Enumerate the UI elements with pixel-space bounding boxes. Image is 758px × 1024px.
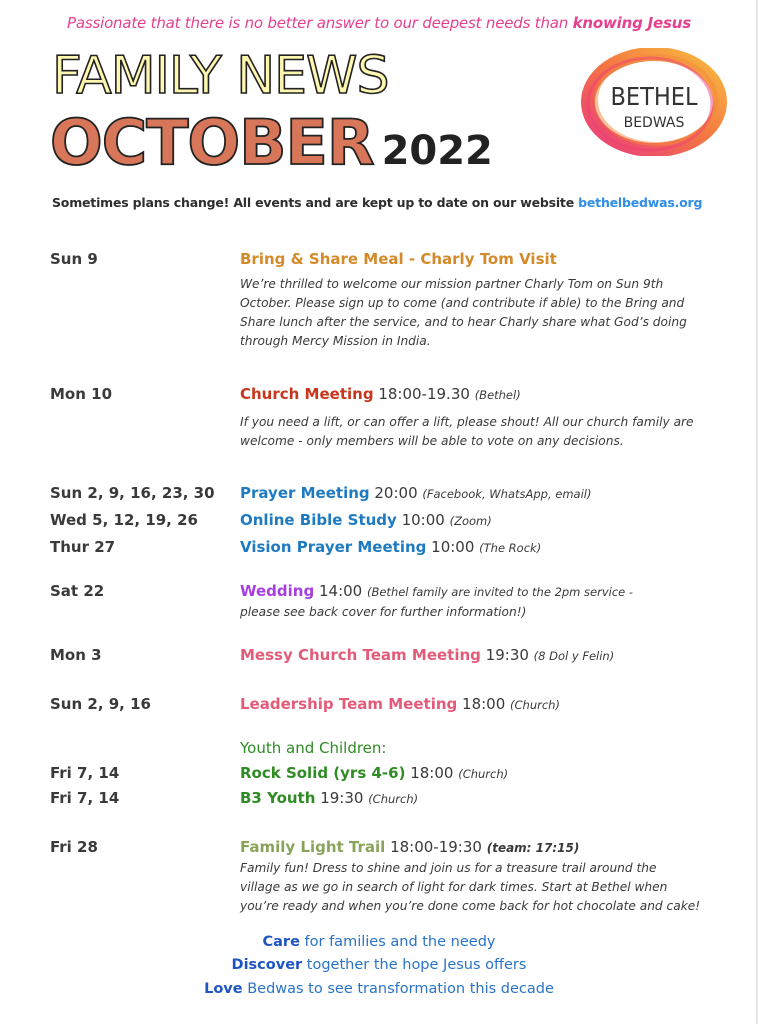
event-date: Sun 2, 9, 16 bbox=[50, 695, 151, 713]
event-date: Mon 10 bbox=[50, 385, 113, 403]
event-church-meeting bbox=[240, 385, 521, 403]
logo-text-bedwas: BEDWAS bbox=[623, 115, 685, 131]
event-note-continued bbox=[240, 603, 720, 622]
event-location: (Church) bbox=[368, 792, 419, 806]
footer-love bbox=[0, 981, 758, 997]
event-light-trail bbox=[240, 838, 579, 856]
event-team-time: (team: 17:15) bbox=[486, 841, 580, 855]
footer-text: together the hope Jesus offers bbox=[302, 957, 527, 973]
event-date: Fri 28 bbox=[50, 838, 98, 856]
event-location: (8 Dol y Felin) bbox=[533, 649, 615, 663]
event-leadership bbox=[240, 695, 560, 713]
event-name: B3 Youth bbox=[240, 789, 316, 807]
footer-discover bbox=[0, 957, 758, 973]
event-name: Bring & Share Meal - Charly Tom Visit bbox=[240, 250, 557, 268]
event-name: Online Bible Study bbox=[240, 511, 397, 529]
event-time: 19:30 bbox=[480, 646, 534, 664]
event-date: Fri 7, 14 bbox=[50, 764, 120, 782]
event-bible-study bbox=[240, 511, 492, 529]
event-time: 20:00 bbox=[369, 484, 423, 502]
website-link[interactable]: bethelbedwas.org bbox=[578, 195, 703, 210]
event-name: Church Meeting bbox=[240, 385, 374, 403]
desc-line: please see back cover for further information!) bbox=[240, 605, 527, 619]
event-name: Prayer Meeting bbox=[240, 484, 370, 502]
event-location: (Facebook, WhatsApp, email) bbox=[422, 487, 592, 501]
footer-care bbox=[0, 934, 758, 950]
event-time: 10:00 bbox=[426, 538, 480, 556]
desc-line: Family fun! Dress to shine and join us for a treasure trail around the bbox=[240, 861, 657, 875]
event-share-meal bbox=[240, 250, 557, 268]
event-date: Sat 22 bbox=[50, 582, 105, 600]
logo-text-bethel: BETHEL bbox=[610, 82, 698, 111]
desc-line: through Mercy Mission in India. bbox=[240, 334, 431, 348]
event-location: (Church) bbox=[510, 698, 560, 712]
footer-keyword: Love bbox=[204, 981, 243, 997]
event-name: Vision Prayer Meeting bbox=[240, 538, 427, 556]
event-time: 18:00 bbox=[405, 764, 459, 782]
desc-line: We’re thrilled to welcome our mission partner Charly Tom on Sun 9th bbox=[240, 277, 664, 291]
event-location: (Zoom) bbox=[449, 514, 492, 528]
event-date: Sun 9 bbox=[50, 250, 98, 268]
event-description bbox=[240, 859, 720, 916]
title-year: 2022 bbox=[381, 128, 493, 174]
event-b3-youth bbox=[240, 789, 418, 807]
desc-line: If you need a lift, or can offer a lift, please shout! All our church family are bbox=[240, 415, 694, 429]
desc-line: you’re ready and when you’re done come back for hot chocolate and cake! bbox=[240, 899, 701, 913]
footer-keyword: Discover bbox=[231, 957, 303, 973]
event-time: 18:00 bbox=[457, 695, 511, 713]
desc-line: welcome - only members will be able to vote on any decisions. bbox=[240, 434, 624, 448]
event-time: 14:00 bbox=[314, 582, 367, 600]
event-wedding bbox=[240, 582, 633, 600]
tagline bbox=[0, 14, 758, 32]
event-date: Wed 5, 12, 19, 26 bbox=[50, 511, 198, 529]
event-date: Sun 2, 9, 16, 23, 30 bbox=[50, 484, 215, 502]
footer-text: for families and the needy bbox=[299, 934, 496, 950]
event-time: 18:00-19:30 bbox=[385, 838, 487, 856]
event-name: Wedding bbox=[240, 582, 315, 600]
desc-line: Share lunch after the service, and to hear Charly share what God’s doing bbox=[240, 315, 687, 329]
event-vision-prayer bbox=[240, 538, 541, 556]
event-prayer-meeting bbox=[240, 484, 591, 502]
desc-line: October. Please sign up to come (and contribute if able) to the Bring and bbox=[240, 296, 685, 310]
event-note: (Bethel family are invited to the 2pm service - bbox=[366, 585, 634, 599]
event-time: 10:00 bbox=[396, 511, 450, 529]
footer-text: Bedwas to see transformation this decade bbox=[242, 981, 554, 997]
event-messy-church bbox=[240, 646, 614, 664]
event-date: Mon 3 bbox=[50, 646, 102, 664]
website-notice bbox=[52, 195, 702, 210]
event-description bbox=[240, 275, 720, 351]
event-description bbox=[240, 413, 720, 451]
footer-keyword: Care bbox=[262, 934, 300, 950]
event-rock-solid bbox=[240, 764, 508, 782]
event-time: 18:00-19.30 bbox=[373, 385, 475, 403]
event-name: Rock Solid (yrs 4-6) bbox=[240, 764, 406, 782]
newsletter-date-heading bbox=[50, 106, 493, 179]
desc-line: village as we go in search of light for dark times. Start at Bethel when bbox=[240, 880, 668, 894]
youth-heading bbox=[240, 739, 386, 757]
event-date: Thur 27 bbox=[50, 538, 116, 556]
tagline-emphasis: knowing Jesus bbox=[572, 14, 691, 32]
title-month: OCTOBER bbox=[50, 106, 374, 179]
event-name: Messy Church Team Meeting bbox=[240, 646, 481, 664]
event-date: Fri 7, 14 bbox=[50, 789, 120, 807]
newsletter-title: FAMILY NEWS bbox=[52, 46, 389, 106]
event-location: (Bethel) bbox=[474, 388, 521, 402]
event-name: Leadership Team Meeting bbox=[240, 695, 458, 713]
tagline-text: Passionate that there is no better answer to our deepest needs than bbox=[67, 14, 573, 32]
youth-heading-text: Youth and Children: bbox=[240, 739, 387, 757]
bethel-bedwas-logo bbox=[578, 48, 730, 156]
event-time: 19:30 bbox=[315, 789, 369, 807]
event-location: (Church) bbox=[458, 767, 509, 781]
event-name: Family Light Trail bbox=[240, 838, 386, 856]
event-location: (The Rock) bbox=[479, 541, 542, 555]
notice-text: Sometimes plans change! All events and are kept up to date on our website bbox=[52, 195, 579, 210]
